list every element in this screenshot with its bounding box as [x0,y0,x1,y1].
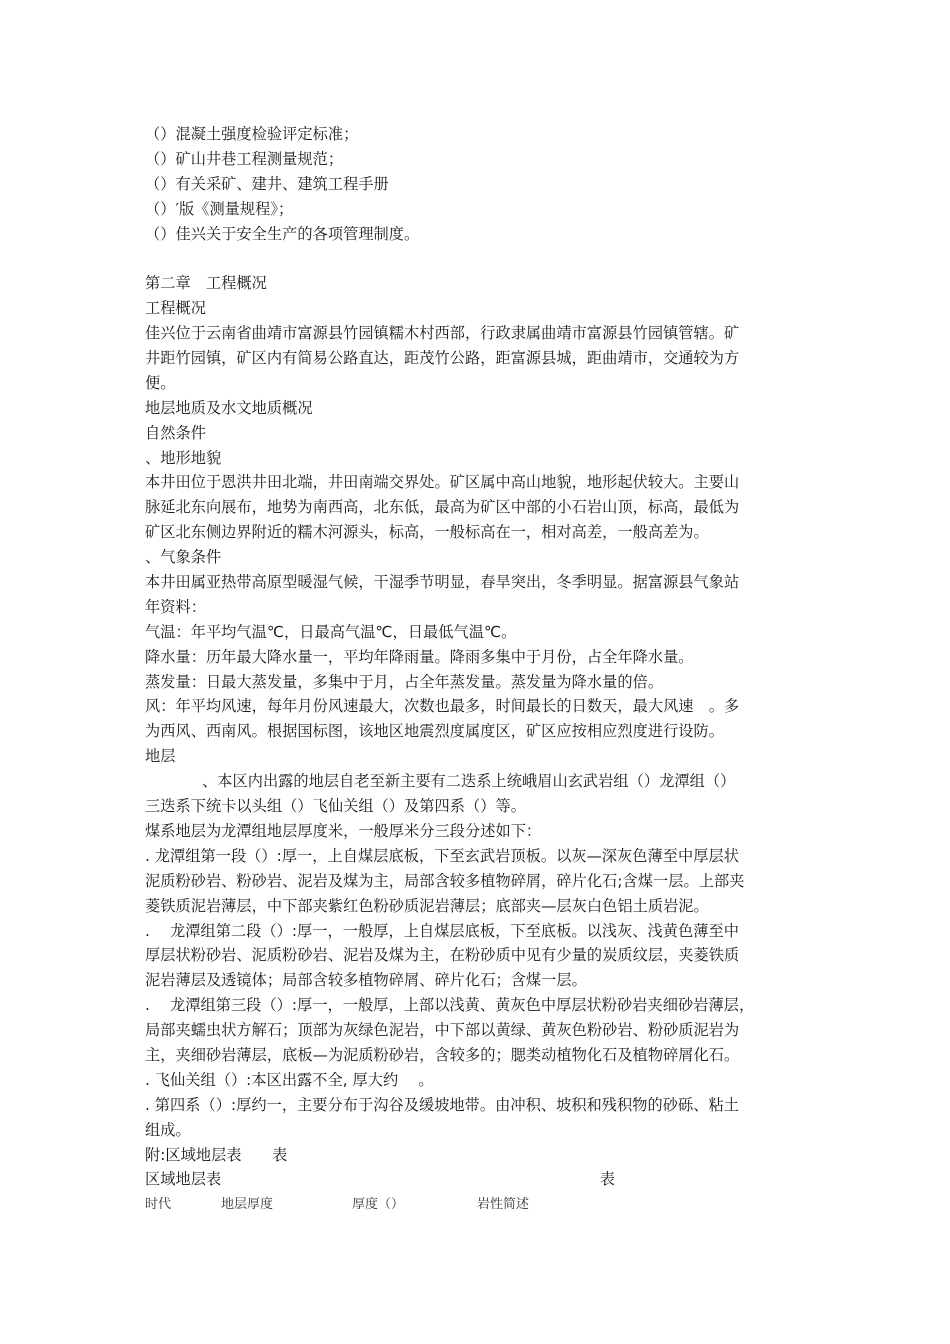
reference-item: （）′版《测量规程》； [145,199,294,218]
text-line: 矿区北东侧边界附近的糯木河源头，标高，一般标高在一，相对高差，一般高差为。 [145,523,709,542]
section-heading-overview: 工程概况 [145,299,206,318]
text-line: 煤系地层为龙潭组地层厚度米，一般厚米分三段分述如下： [145,821,542,840]
text-line: . 第四系（）:厚约一，主要分布于沟谷及缓坡地带。由冲积、坡积和残积物的砂砾、粘土 [145,1095,739,1114]
table-caption [145,1167,615,1192]
text-line: 本井田位于恩洪井田北端，井田南端交界处。矿区属中高山地貌，地形起伏较大。主要山 [145,473,740,492]
blank-line [145,246,815,271]
strata-paragraph [145,769,815,1167]
text-line: 三迭系下统卡以头组（）飞仙关组（）及第四系（）等。 [145,797,526,816]
text-line: 风：年平均风速，每年月份风速最大，次数也最多，时间最长的日数天，最大风速 。多 [145,697,740,716]
reference-list [145,122,815,246]
text-line: 为西风、西南风。根据国标图，该地区地震烈度属度区，矿区应按相应烈度进行设防。 [145,722,725,741]
text-line: 厚层状粉砂岩、泥质粉砂岩、泥岩及煤为主，在粉砂质中见有少量的炭质纹层，夹菱铁质 [145,946,740,965]
text-line: . 飞仙关组（）:本区出露不全, 厚大约 。 [145,1070,434,1089]
text-line: 井距竹园镇，矿区内有简易公路直达，距茂竹公路，距富源县城，距曲靖市，交通较为方 [145,349,740,368]
text-line: 组成。 [145,1120,191,1139]
text-line: 本井田属亚热带高原型暖湿气候，干湿季节明显，春旱突出，冬季明显。据富源县气象站 [145,573,740,592]
chapter-heading: 第二章 工程概况 [145,274,267,293]
table-header-cell: 时代 [145,1197,172,1213]
table-caption-label: 表 [599,1170,615,1189]
text-line: . 龙潭组第一段（）:厚一，上自煤层底板，下至玄武岩顶板。以灰—深灰色薄至中厚层状 [145,846,739,865]
table-header-row [145,1194,815,1216]
subsection-heading-climate: 、气象条件 [145,548,222,567]
text-line: 便。 [145,373,176,392]
subsection-heading-terrain: 、地形地貌 [145,448,222,467]
section-heading-geology: 地层地质及水文地质概况 [145,398,313,417]
reference-item: （）矿山井巷工程测量规范； [145,149,344,168]
table-caption-title: 区域地层表 [145,1170,222,1189]
text-line: 泥岩薄层及透镜体；局部含较多植物碎屑、碎片化石；含煤一层。 [145,971,587,990]
subsection-heading-nature: 自然条件 [145,423,206,442]
text-line: 菱铁质泥岩薄层，中下部夹紫红色粉砂质泥岩薄层；底部夹—层灰白色铝土质岩泥。 [145,896,709,915]
text-line: 脉延北东向展布，地势为南西高，北东低，最高为矿区中部的小石岩山顶，标高，最低为 [145,498,740,517]
text-line: 局部夹蠕虫状方解石；顶部为灰绿色泥岩，中下部以黄绿、黄灰色粉砂岩、粉砂质泥岩为 [145,1021,740,1040]
table-header-cell: 厚度（） [352,1197,405,1213]
text-line: 气温：年平均气温℃，日最高气温℃，日最低气温℃。 [145,622,517,641]
text-line: 降水量：历年最大降水量一，平均年降雨量。降雨多集中于月份，占全年降水量。 [145,647,694,666]
text-line: 、本区内出露的地层自老至新主要有二迭系上统峨眉山玄武岩组（）龙潭组（） [202,772,736,791]
text-line: 泥质粉砂岩、粉砂岩、泥岩及煤为主，局部含较多植物碎屑，碎片化石;含煤一层。上部夹 [145,871,745,890]
text-line: . 龙潭组第三段（）:厚一，一般厚，上部以浅黄、黄灰色中厚层状粉砂岩夹细砂岩薄层， [145,996,755,1015]
text-line: 附:区域地层表 表 [145,1145,288,1164]
text-line: 佳兴位于云南省曲靖市富源县竹园镇糯木村西部，行政隶属曲靖市富源县竹园镇管辖。矿 [145,324,740,343]
reference-item: （）有关采矿、建井、建筑工程手册 [145,174,389,193]
reference-item: （）佳兴关于安全生产的各项管理制度。 [145,224,420,243]
subsection-heading-strata: 地层 [145,747,176,766]
text-line: 年资料： [145,597,206,616]
table-header-cell: 地层厚度 [221,1197,274,1213]
overview-paragraph [145,321,815,396]
table-header-cell: 岩性简述 [477,1197,530,1213]
terrain-paragraph [145,470,815,545]
text-line: 蒸发量：日最大蒸发量，多集中于月，占全年蒸发量。蒸发量为降水量的倍。 [145,672,664,691]
document-page [145,122,815,1216]
reference-item: （）混凝土强度检验评定标准； [145,125,359,143]
text-line: . 龙潭组第二段（）:厚一，一般厚，上自煤层底板，下至底板。以浅灰、浅黄色薄至中 [145,921,739,940]
text-line: 主，夹细砂岩薄层，底板—为泥质粉砂岩，含较多的；腮类动植物化石及植物碎屑化石。 [145,1045,740,1064]
climate-paragraph [145,570,815,744]
